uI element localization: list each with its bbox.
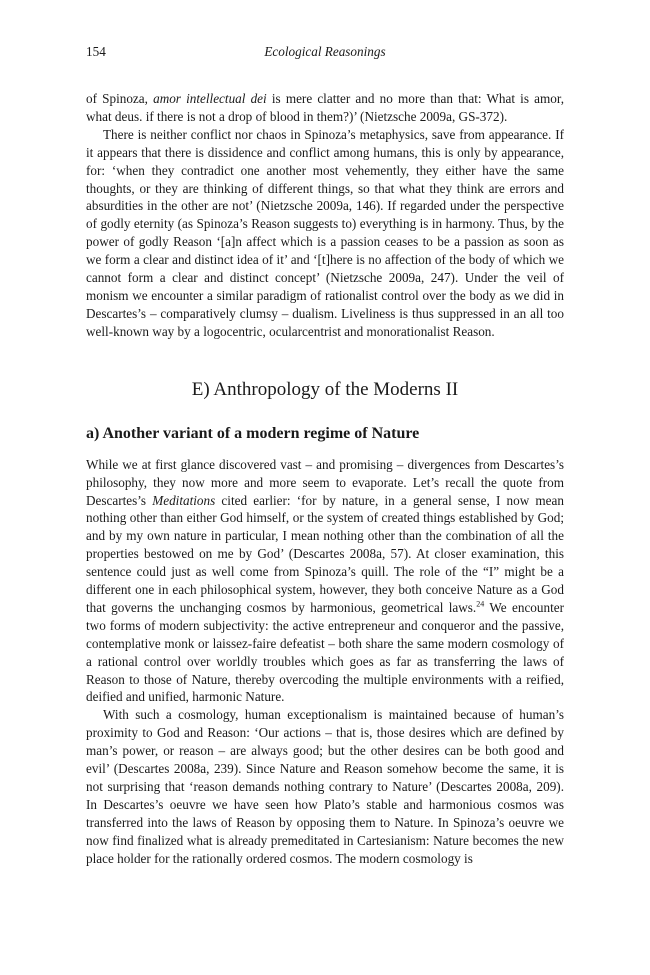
running-header: [86, 44, 564, 64]
section-title: E) Anthropology of the Moderns II: [191, 378, 459, 400]
subsection-title: a) Another variant of a modern regime of Nature: [86, 424, 420, 442]
text-run: cited earlier: ‘for by nature, in a general sense, I now mean nothing other than either God himself, or the system of created things established by God; and by my own nature in particular, I mean nothing other than the combination of all the properties bestowed on me by God’ (Descartes 2008a, 57). At closer examination, this sentence could just as well come from Spinoza’s quill. The role of the “I” might be a different one in each philosophical system, however, they both conceive Nature as a God that governs the unchanging cosmos by harmonious, geometrical laws.: [86, 492, 564, 615]
paragraph: [86, 456, 564, 707]
text-run: There is neither conflict nor chaos in Spinoza’s metaphysics, save from appearance. If it appears that there is dissidence and conflict among humans, this is only by appearance, for: ‘when they contradict one another most vehemently, they either have the same thoughts, or they are thinking of different things, so that what they think are errors and absurdities in the other are not’ (Nietzsche 2009a, 146). If regarded under the perspective of godly eternity (as Spinoza’s Reason suggests to) everything is in harmony. Thus, by the power of godly Reason ‘[a]n affect which is a passion ceases to be a passion as soon as we form a clear and distinct idea of it’ and ‘[t]here is no affection of the body of which we cannot form a clear and distinct concept’ (Nietzsche 2009a, 247). Under the veil of monism we encounter a similar paradigm of rationalist control over the body as we did in Descartes’s – comparatively clumsy – dualism. Liveliness is thus suppressed in an all too well-known way by a logocentric, ocularcentrist and monorationalist Reason.: [86, 126, 564, 339]
text-run: of Spinoza,: [86, 91, 154, 106]
italic-text: amor intellectual dei: [153, 91, 267, 106]
paragraph: [86, 126, 564, 341]
footnote-ref: 24: [476, 599, 485, 609]
body-text: [86, 90, 564, 868]
paragraph-group-1: [86, 90, 564, 341]
running-title: Ecological Reasonings: [264, 44, 386, 59]
text-run: We encounter two forms of modern subjectivity: the active entrepreneur and conqueror and the passive, contemplative monk or laissez-faire defeatist – both share the same modern cosmology of a rational control over worldly troubles which goes as far as transferring the laws of Reason to those of Nature, thereby overcoding the multiple environments with a reified, deified and unified, harmonic Nature.: [86, 599, 564, 705]
italic-text: Meditations: [152, 492, 216, 508]
paragraph: [86, 90, 564, 126]
page-number: 154: [86, 44, 106, 59]
paragraph-group-2: [86, 456, 564, 868]
paragraph: [86, 706, 564, 867]
text-run: With such a cosmology, human exceptionalism is maintained because of human’s proximity to God and Reason: ‘Our actions – that is, those desires which are defined by man’s power, or reason – are always good; but the other desires can be both good and evil’ (Descartes 2008a, 239). Since Nature and Reason somehow become the same, it is not surprising that ‘reason demands nothing contrary to Nature’ (Descartes 2008a, 209). In Descartes’s oeuvre we have seen how Plato’s stable and harmonious cosmos was transferred into the laws of Reason by opposing them to Nature. In Spinoza’s oeuvre we now find finalized what is already premeditated in Cartesianism: Nature becomes the new place holder for the rationally ordered cosmos. The modern cosmology is: [86, 707, 564, 866]
text-run: While we at first glance discovered vast – and promising – divergences from Descartes’s philosophy, they now more and more seem to evaporate. Let’s recall the quote from Descartes’s: [86, 456, 564, 508]
text-run: is mere clatter and no more than that: What is amor, what deus. if there is not a drop of blood in them?)’ (Nietzsche 2009a, GS-372).: [86, 91, 564, 124]
